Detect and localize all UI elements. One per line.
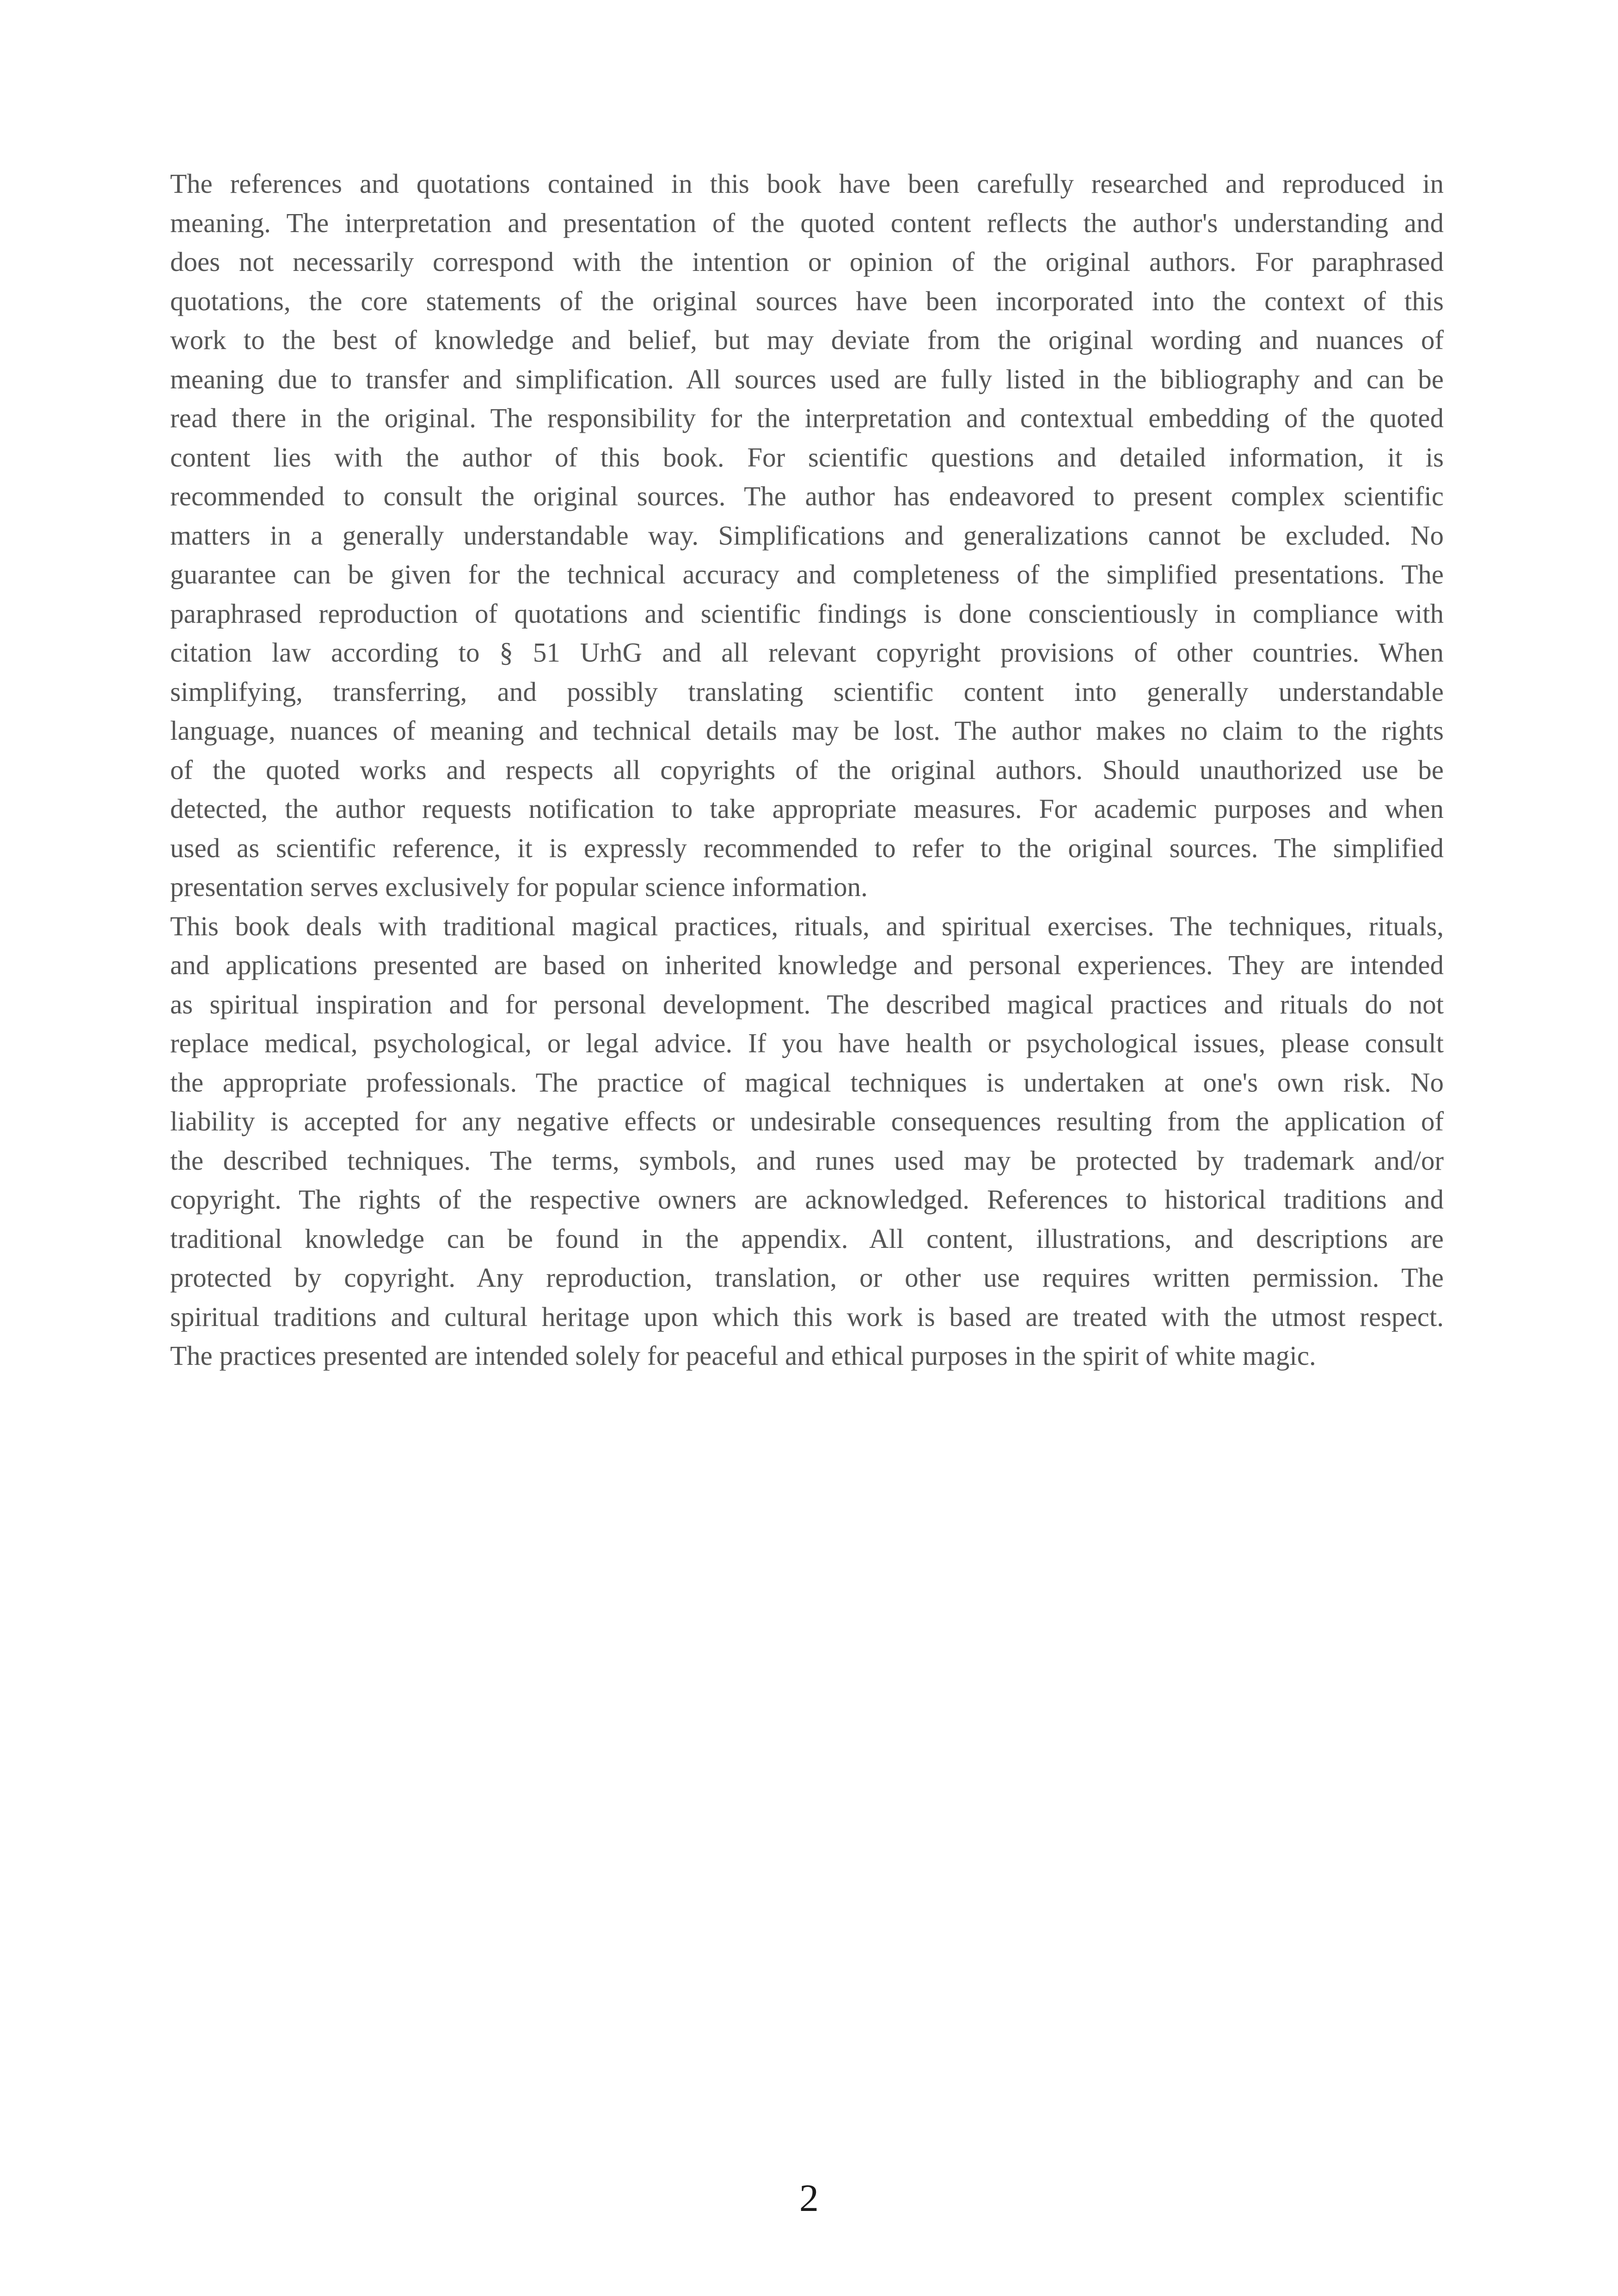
text-line: protected by copyright. Any reproduction, translation, or other use requires written permission. The <box>170 1262 1444 1293</box>
paragraph-magic-disclaimer <box>170 907 1444 1375</box>
text-line: copyright. The rights of the respective owners are acknowledged. References to historical traditions and <box>170 1184 1444 1215</box>
text-line: presentation serves exclusively for popular science information. <box>170 872 868 902</box>
text-line: content lies with the author of this book. For scientific questions and detailed information, it is <box>170 442 1444 473</box>
text-line: work to the best of knowledge and belief, but may deviate from the original wording and nuances of <box>170 325 1444 355</box>
text-line: The practices presented are intended solely for peaceful and ethical purposes in the spirit of white magic. <box>170 1340 1316 1371</box>
text-line: traditional knowledge can be found in the appendix. All content, illustrations, and descriptions are <box>170 1223 1444 1254</box>
paragraph-references-disclaimer <box>170 164 1444 907</box>
text-line: replace medical, psychological, or legal advice. If you have health or psychological issues, please consult <box>170 1028 1444 1058</box>
text-line: paraphrased reproduction of quotations and scientific findings is done conscientiously in compliance with <box>170 598 1444 629</box>
text-line: The references and quotations contained in this book have been carefully researched and reproduced in <box>170 168 1444 199</box>
text-line: matters in a generally understandable way. Simplifications and generalizations cannot be excluded. No <box>170 520 1444 551</box>
text-line: of the quoted works and respects all copyrights of the original authors. Should unauthorized use be <box>170 754 1444 785</box>
text-line: meaning. The interpretation and presentation of the quoted content reflects the author's understanding and <box>170 207 1444 238</box>
text-line: the described techniques. The terms, symbols, and runes used may be protected by trademark and/or <box>170 1145 1444 1176</box>
text-line: read there in the original. The responsibility for the interpretation and contextual embedding of the quoted <box>170 403 1444 433</box>
text-line: quotations, the core statements of the original sources have been incorporated into the context of this <box>170 285 1444 316</box>
text-line: spiritual traditions and cultural heritage upon which this work is based are treated with the utmost respect. <box>170 1301 1444 1332</box>
text-line: meaning due to transfer and simplification. All sources used are fully listed in the bibliography and can be <box>170 363 1444 394</box>
text-line: guarantee can be given for the technical accuracy and completeness of the simplified presentations. The <box>170 559 1444 589</box>
text-line: detected, the author requests notification to take appropriate measures. For academic purposes and when <box>170 793 1444 824</box>
text-line: used as scientific reference, it is expressly recommended to refer to the original sources. The simplified <box>170 832 1444 863</box>
text-line: recommended to consult the original sources. The author has endeavored to present complex scientific <box>170 481 1444 511</box>
text-line: does not necessarily correspond with the intention or opinion of the original authors. For paraphrased <box>170 246 1444 277</box>
text-line: language, nuances of meaning and technical details may be lost. The author makes no claim to the rights <box>170 715 1444 746</box>
text-line: as spiritual inspiration and for personal development. The described magical practices and rituals do not <box>170 988 1444 1019</box>
page-number: 2 <box>799 2177 819 2220</box>
text-line: liability is accepted for any negative effects or undesirable consequences resulting from the application of <box>170 1106 1444 1136</box>
text-line: the appropriate professionals. The practice of magical techniques is undertaken at one's own risk. No <box>170 1067 1444 1098</box>
text-line: and applications presented are based on inherited knowledge and personal experiences. They are intended <box>170 950 1444 980</box>
text-line: citation law according to § 51 UrhG and all relevant copyright provisions of other countries. When <box>170 637 1444 668</box>
text-line: simplifying, transferring, and possibly translating scientific content into generally understandable <box>170 676 1444 707</box>
text-line: This book deals with traditional magical practices, rituals, and spiritual exercises. The techniques, rituals, <box>170 910 1444 941</box>
body-text <box>170 164 1444 1375</box>
